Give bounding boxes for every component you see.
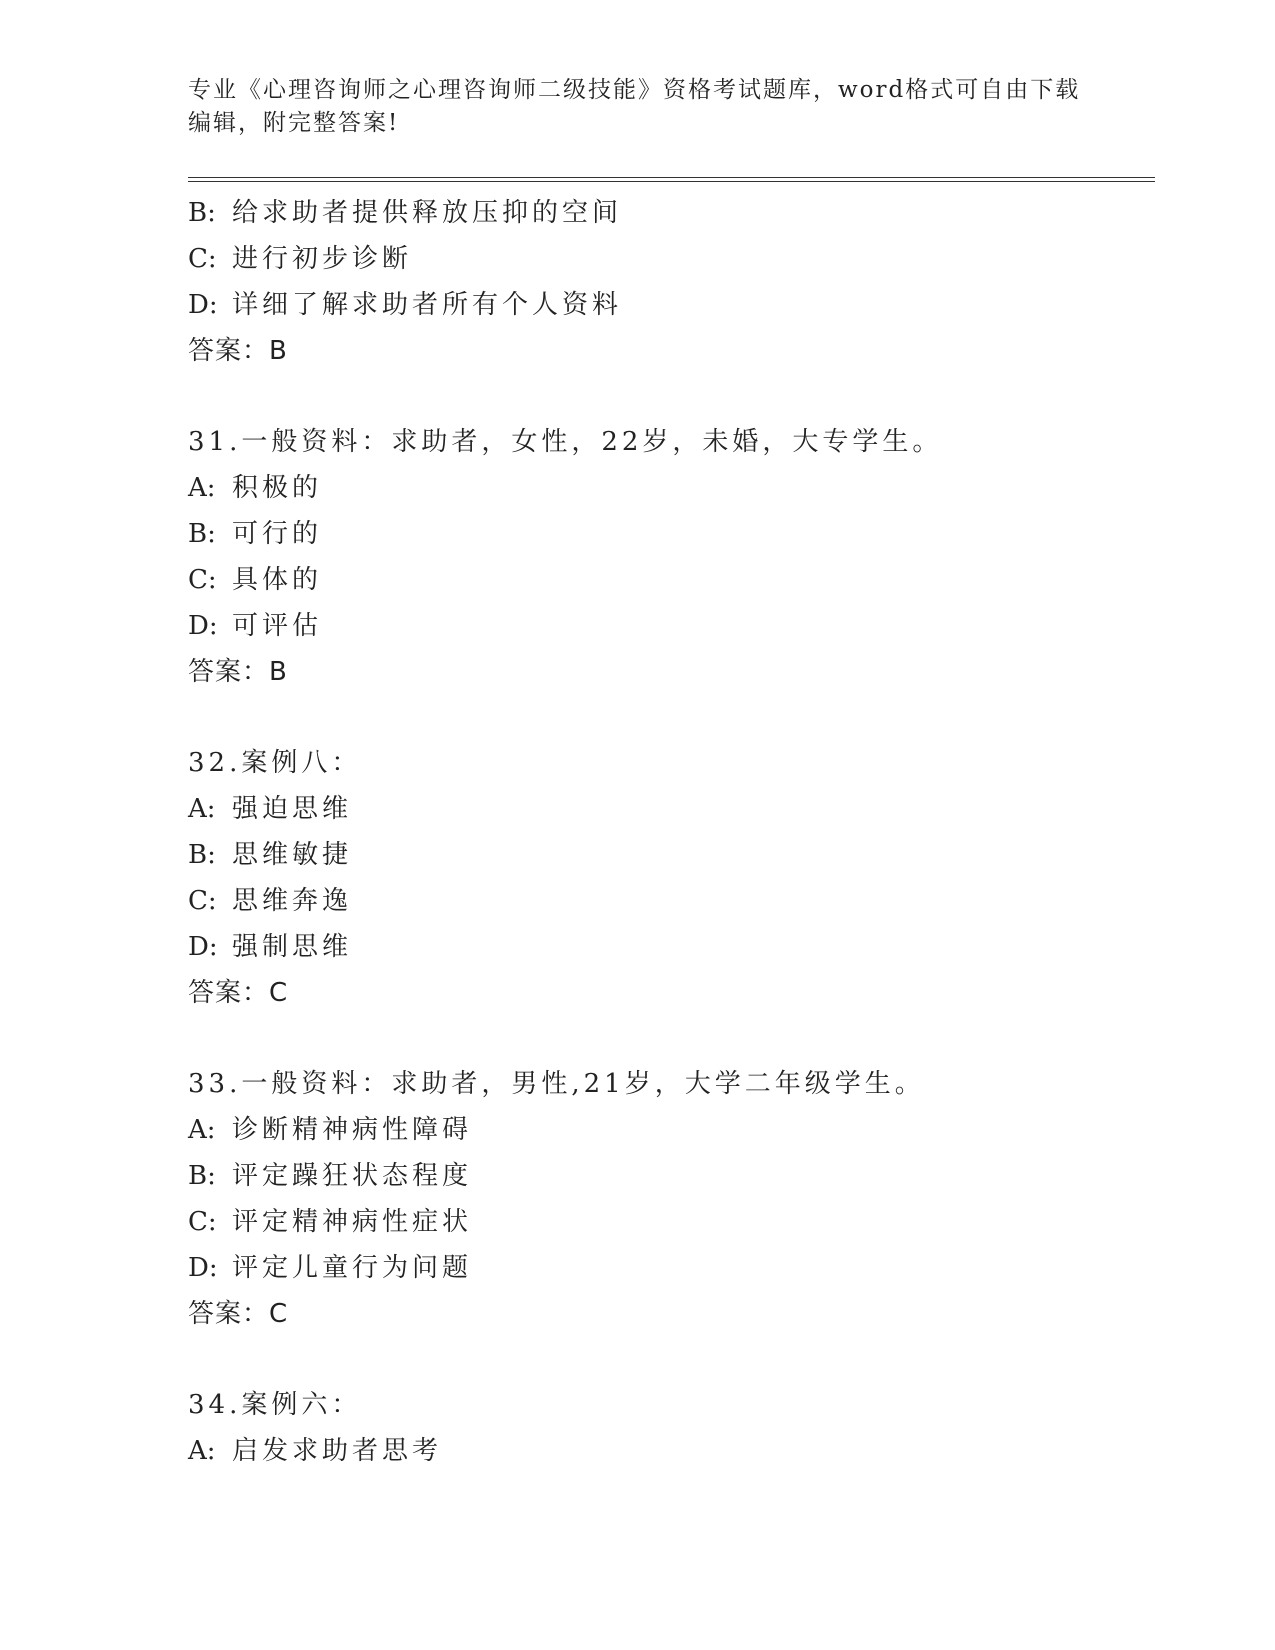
option-text: 强迫思维: [232, 794, 353, 824]
option-letter: A:: [188, 1436, 216, 1466]
answer-line: 答案：B: [188, 336, 288, 366]
option-letter: B:: [188, 1161, 216, 1191]
spacer: [188, 1337, 1155, 1382]
option-b: [188, 832, 1155, 878]
option-text: 强制思维: [232, 932, 353, 962]
option-text: 评定儿童行为问题: [232, 1253, 473, 1283]
option-b: [188, 1153, 1155, 1199]
option-letter: B:: [188, 840, 216, 870]
option-letter: A:: [188, 473, 216, 503]
answer-line: 答案：C: [188, 1299, 289, 1329]
header-divider-bottom: [188, 181, 1155, 182]
option-text: 进行初步诊断: [232, 244, 413, 274]
option-letter: D:: [188, 1253, 218, 1283]
option-c: [188, 557, 1155, 603]
question-33: [188, 1061, 1155, 1337]
option-letter: D:: [188, 932, 218, 962]
option-b: [188, 511, 1155, 557]
question-31: [188, 419, 1155, 695]
header-line-2: 编辑，附完整答案!: [188, 110, 400, 136]
option-a: [188, 1107, 1155, 1153]
option-text: 具体的: [232, 565, 323, 595]
question-30-tail: [188, 190, 1155, 374]
option-letter: C:: [188, 886, 217, 916]
option-a: [188, 786, 1155, 832]
option-letter: D:: [188, 611, 218, 641]
option-letter: A:: [188, 1115, 216, 1145]
answer-line: 答案：B: [188, 657, 288, 687]
question-stem: 31.一般资料：求助者，女性，22岁，未婚，大专学生。: [188, 427, 943, 457]
option-letter: A:: [188, 794, 216, 824]
header-divider-top: [188, 177, 1155, 178]
option-c: [188, 236, 1155, 282]
option-text: 可评估: [232, 611, 323, 641]
spacer: [188, 374, 1155, 419]
option-letter: C:: [188, 244, 217, 274]
spacer: [188, 695, 1155, 740]
option-c: [188, 1199, 1155, 1245]
option-d: [188, 603, 1155, 649]
option-letter: B:: [188, 519, 216, 549]
option-text: 思维敏捷: [232, 840, 353, 870]
question-list: [188, 190, 1155, 1474]
option-text: 评定躁狂状态程度: [232, 1161, 473, 1191]
option-letter: C:: [188, 1207, 217, 1237]
option-d: [188, 1245, 1155, 1291]
question-stem: 34.案例六：: [188, 1390, 362, 1420]
question-32: [188, 740, 1155, 1016]
option-text: 可行的: [232, 519, 323, 549]
option-letter: B:: [188, 198, 216, 228]
document-header: [188, 74, 1088, 140]
option-text: 启发求助者思考: [232, 1436, 443, 1466]
option-text: 思维奔逸: [232, 886, 353, 916]
option-c: [188, 878, 1155, 924]
option-d: [188, 924, 1155, 970]
question-stem: 32.案例八：: [188, 748, 362, 778]
spacer: [188, 1016, 1155, 1061]
option-letter: D:: [188, 290, 218, 320]
header-line-1: 专业《心理咨询师之心理咨询师二级技能》资格考试题库，word格式可自由下载: [188, 77, 1081, 103]
option-text: 给求助者提供释放压抑的空间: [232, 198, 623, 228]
option-text: 评定精神病性症状: [232, 1207, 473, 1237]
option-letter: C:: [188, 565, 217, 595]
option-text: 积极的: [232, 473, 323, 503]
question-stem: 33.一般资料：求助者，男性,21岁，大学二年级学生。: [188, 1069, 925, 1099]
option-text: 详细了解求助者所有个人资料: [232, 290, 623, 320]
option-a: [188, 465, 1155, 511]
option-b: [188, 190, 1155, 236]
answer-line: 答案：C: [188, 978, 289, 1008]
option-a: [188, 1428, 1155, 1474]
option-text: 诊断精神病性障碍: [232, 1115, 473, 1145]
option-d: [188, 282, 1155, 328]
question-34: [188, 1382, 1155, 1474]
